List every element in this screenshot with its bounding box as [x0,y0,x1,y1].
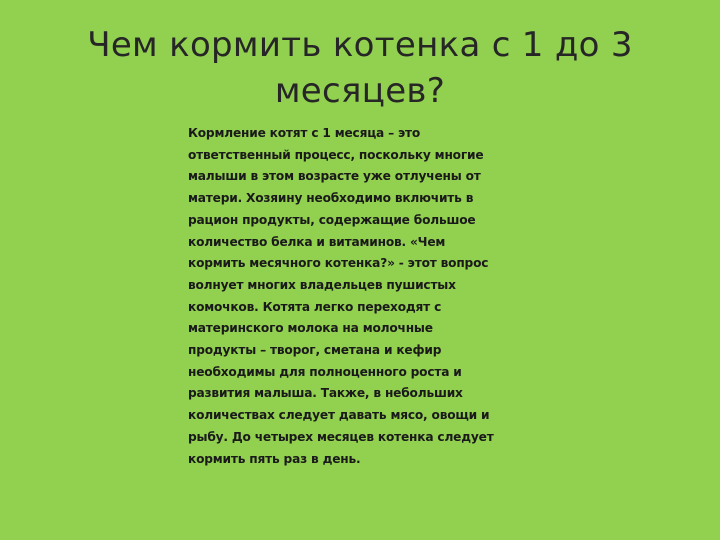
body-line: продукты – творог, сметана и кефир [188,343,442,358]
body-line: необходимы для полноценного роста и [188,364,462,379]
body-line: кормить пять раз в день. [188,451,361,466]
body-line: рыбу. До четырех месяцев котенка следует [188,429,494,444]
body-line: рацион продукты, содержащие большое [188,212,476,227]
slide-title-line: Чем кормить котенка с 1 до 3 [87,25,633,65]
body-line: количество белка и витаминов. «Чем [188,234,446,249]
body-line: Кормление котят с 1 месяца – это [188,126,421,140]
body-line: малыши в этом возрасте уже отлучены от [188,169,481,184]
body-line: ответственный процесс, поскольку многие [188,147,484,162]
body-line: комочков. Котята легко переходят с [188,299,442,314]
body-line: развития малыша. Также, в небольших [188,386,463,401]
body-line: материнского молока на молочные [188,321,433,336]
slide-body-text [188,123,538,470]
body-line: волнует многих владельцев пушистых [188,277,456,292]
slide-title [60,22,660,114]
body-line: количествах следует давать мясо, овощи и [188,408,490,423]
body-line: матери. Хозяину необходимо включить в [188,191,474,206]
slide-title-line: месяцев? [274,71,446,111]
body-line: кормить месячного котенка?» - этот вопрос [188,256,489,271]
